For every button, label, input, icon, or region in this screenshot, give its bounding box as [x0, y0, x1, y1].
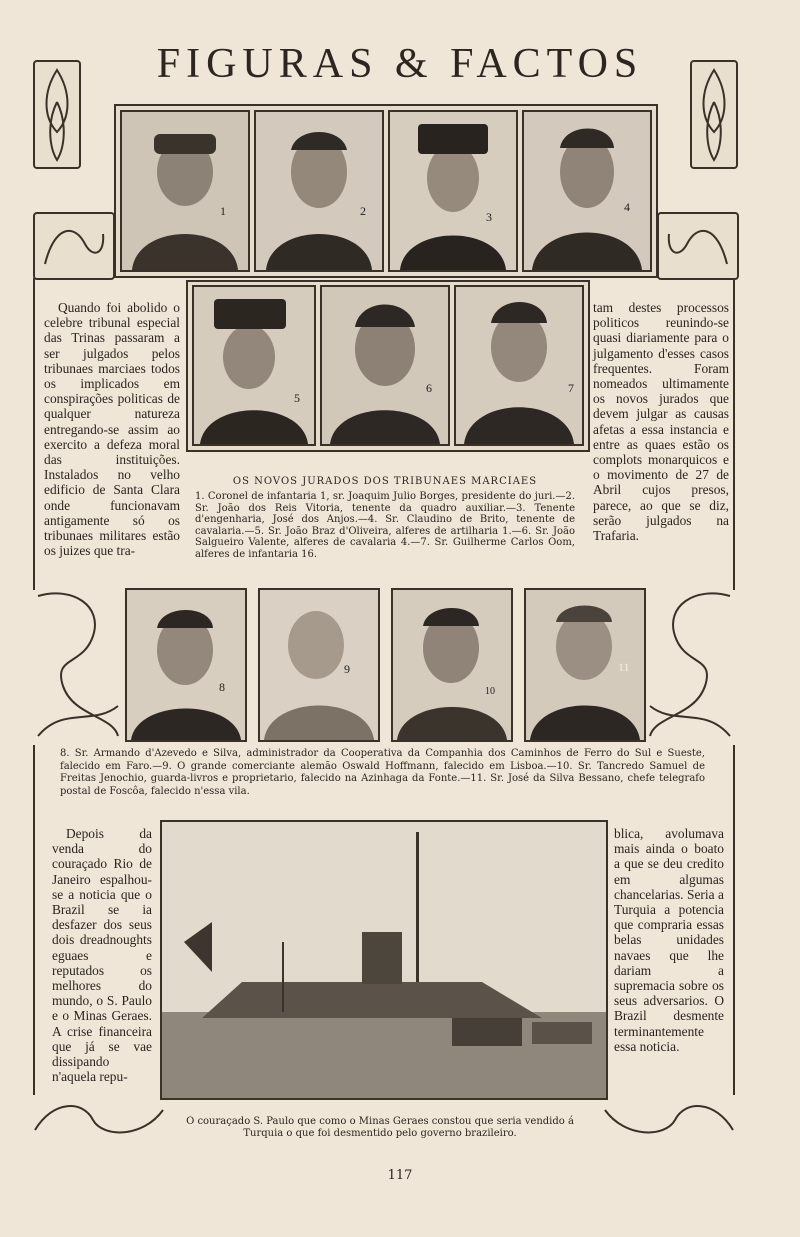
portrait-number: 11: [618, 660, 630, 674]
portrait-number: 2: [360, 204, 366, 218]
frame-line-left: [33, 278, 35, 590]
portrait-number: 4: [624, 200, 630, 214]
right-middle-ornament: [645, 586, 735, 742]
portrait-number: 8: [219, 680, 225, 694]
portrait-8: [125, 588, 247, 742]
frame-line-right-lower: [733, 745, 735, 1095]
caption-body: 1. Coronel de infantaria 1, sr. Joaquim Julio Borges, presidente do juri.—2. Sr. João dos Reis Vitoria, tenente da quadro auxiliar.—3. Tenente d'engenharia, José dos Anjos.—4. Sr. Claudino de Brito, tenente de cavalaria.—5. Sr. João Braz d'Oliveira, alferes de artilharia 1.—6. Sr. João Salgueiro Valente, alferes de cavalaria 4.—7. Sr. Guilherme Carlos Oom, alferes de infantaria 16.: [195, 491, 575, 560]
frame-line-left-lower: [33, 745, 35, 1095]
portrait-number: 5: [294, 391, 300, 405]
lower-right-text-column: [614, 826, 724, 1066]
portrait-5: [192, 285, 316, 446]
portrait-1: [120, 110, 250, 272]
portrait-number: 1: [220, 204, 226, 218]
jurados-caption: [195, 476, 575, 560]
portrait-10: [391, 588, 513, 742]
caption-title: OS NOVOS JURADOS DOS TRIBUNAES MARCIAES: [232, 476, 538, 487]
deaths-caption: 8. Sr. Armando d'Azevedo e Silva, administrador da Cooperativa da Companhia dos Caminhos de Ferro do Sul e Sueste, falecido em Faro.—9. O grande comerciante alemão Oswald Hoffmann, falecido em Lisboa.—10. Sr. Tancredo Samuel de Freitas Jenochio, guarda-livros e proprietario, falecido na Azinhaga da Fonte.—11. Sr. José da Silva Bessano, chefe telegrafo postal de Foscôa, falecido n'essa vila.: [60, 748, 705, 797]
bottom-right-ornament: [603, 1090, 735, 1142]
lower-left-text-column: [52, 826, 152, 1085]
left-text-column: [44, 300, 180, 570]
portrait-number: 9: [344, 662, 350, 676]
left-ornament-panel: [33, 60, 81, 169]
bottom-left-ornament: [33, 1090, 165, 1142]
portrait-number: 6: [426, 381, 432, 395]
lower-left-column-text: Depois da venda do couraçado Rio de Janeiro espalhou-se a noticia que o Brazil se ia desfazer dos seus dois dreadnoughts eguaes e reputados os melhores do mundo, o S. Paulo e o Minas Geraes. A crise financeira que já se vae dissipando n'aquela repu-: [52, 826, 152, 1085]
portrait-number: 3: [486, 210, 492, 224]
right-ornament-panel: [690, 60, 738, 169]
portrait-9: [258, 588, 380, 742]
portrait-11: [524, 588, 646, 742]
page-number: 117: [387, 1168, 413, 1183]
right-text-column: [593, 300, 729, 570]
portrait-number: 7: [568, 381, 574, 395]
lower-right-column-text: blica, avolumava mais ainda o boato a que se deu credito em algumas chancelarias. Seria a Turquia a potencia que compraria essas belas unidades navaes que lhe dariam a supremacia sobre os seus adversarios. O Brazil desmente terminantemente essa noticia.: [614, 826, 724, 1054]
ship-photo: [160, 820, 608, 1100]
portrait-4: [522, 110, 652, 272]
left-middle-ornament: [33, 586, 123, 742]
left-scroll-ornament: [33, 212, 115, 280]
portrait-7: [454, 285, 584, 446]
frame-line-right: [733, 278, 735, 590]
left-column-text: Quando foi abolido o celebre tribunal especial das Trinas passaram a ser julgados pelos tribunaes marciaes todos os implicados em conspirações politicas de qualquer natureza entregando-se assim ao exercito a defeza moral das instituições. Instalados no velho edificio de Santa Clara onde funcionavam antigamente só os tribunaes militares estão os juizes que tra-: [44, 300, 180, 559]
portrait-2: [254, 110, 384, 272]
portrait-3: [388, 110, 518, 272]
ship-caption: O couraçado S. Paulo que como o Minas Geraes constou que seria vendido á Turquia o que foi desmentido pelo governo brazileiro.: [186, 1116, 574, 1139]
right-column-text: tam destes processos politicos reunindo-se quasi diariamente para o julgamento d'esses casos frequentes. Foram nomeados ultimamente os novos jurados que devem julgar as causas afetas a essa instancia e entre as quaes estão os complots monarquicos e o movimento de 27 de Abril cujos presos, parece, ao que se diz, serão julgados na Trafaria.: [593, 300, 729, 544]
portrait-number: 10: [485, 686, 495, 697]
right-scroll-ornament: [657, 212, 739, 280]
page-title: FIGURAS & FACTOS: [156, 41, 644, 87]
portrait-6: [320, 285, 450, 446]
